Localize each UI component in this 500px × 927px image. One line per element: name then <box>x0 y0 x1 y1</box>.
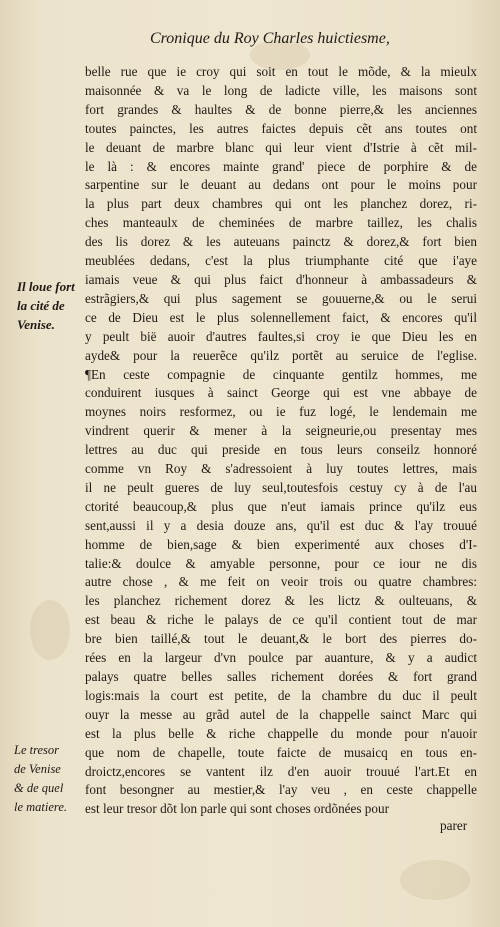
text-line: comme vn Roy & s'adressoient à luy toutes lettres, mais <box>85 461 477 477</box>
text-line: ce de Dieu est le plus solennellement faict, & encores qu'il <box>85 309 477 325</box>
margin-note-line: & de quel <box>14 781 64 795</box>
text-line: droictz,encores se vantent ilz d'en auoir trouué l'art.Et en <box>85 763 477 779</box>
text-line: la plus part deux chambres qui ont les planchez dorez, ri- <box>85 196 477 212</box>
text-line: est la plus belle & riche chappelle du monde pour n'auoir <box>85 725 477 741</box>
text-line: il ne peult gueres de luy seul,toutesfois cestuy cy à de l'au <box>85 479 477 495</box>
text-line: palays quatre belles salles richement dorées & fort grand <box>85 669 477 684</box>
text-line: lettres au duc qui preside en tous leurs conseilz honnoré <box>85 442 477 458</box>
text-line: ¶En ceste compagnie de cinquante gentilz hommes, me <box>85 366 477 382</box>
text-line: sent,aussi il y a desia douze ans, qu'il est duc & l'ay trouué <box>85 517 477 533</box>
text-line: ctorité beaucoup,& plus que n'eut iamais prince qu'ilz eus <box>85 498 477 514</box>
text-line: belle rue que ie croy qui soit en tout le mõde, & la mieulx <box>85 64 477 79</box>
text-line: est leur tresor dõt lon parle qui sont choses ordõnées pour <box>85 801 389 817</box>
text-line: y peult bië auoir d'autres faultes,si croy ie que Dieu les en <box>85 328 477 344</box>
text-line: moynes noirs resformez, ou ie fuz logé, le lendemain me <box>85 404 477 420</box>
text-line: fort grandes & haultes & de bonne pierre,& les anciennes <box>85 101 477 117</box>
text-line: des lis dorez & les auteuans painctz & dorez,& fort bien <box>85 234 477 250</box>
text-line: font besongner au mestier,& l'ay veu , en ceste chappelle <box>85 782 477 798</box>
margin-note-venice-praise <box>17 277 75 334</box>
text-line: est beau & riche le palays de ce qu'il contient tout de mar <box>85 612 477 628</box>
text-line: ches manteaulx de cheminées de marbre taillez, les chalis <box>85 215 477 231</box>
text-line: que nom de chapelle, toute faicte de musaicq en tous en- <box>85 744 477 760</box>
text-line: sarpentine sur le deuant au dedans ont pour le moins pour <box>85 177 477 193</box>
text-line: vindrent querir & mener à la seigneurie,ou presentay mes <box>85 423 477 439</box>
text-line: ayde& pour la reuerẽce qu'ilz portẽt au seruice de l'eglise. <box>85 347 477 363</box>
margin-note-line: Venise. <box>17 317 55 332</box>
text-line: homme de bien,sage & bien experimenté aux choses d'I- <box>85 536 477 552</box>
text-line: le deuant de marbre blanc qui leur vient d'Istrie à cẽt mil- <box>85 139 477 155</box>
text-line: ouyr la messe au grãd autel de la chappelle sainct Marc qui <box>85 706 477 722</box>
catchword: parer <box>440 818 468 833</box>
text-line: iamais veue & qui plus faict d'honneur à ambassadeurs & <box>85 271 477 287</box>
running-title: Cronique du Roy Charles huictiesme, <box>150 30 390 47</box>
foxing-stain <box>30 600 70 660</box>
margin-note-line: le matiere. <box>14 800 67 814</box>
text-line: conduirent iusques à sainct George qui est vne abbaye de <box>85 385 477 401</box>
text-line: autre chose , & me feit on veoir trois ou quatre chambres: <box>85 574 477 590</box>
text-line: toutes painctes, les autres faictes depuis cẽt ans toutes ont <box>85 120 477 136</box>
margin-note-line: de Venise <box>14 762 61 776</box>
text-line: bre bien taillé,& tout le deuant,& le bort des pierres do- <box>85 631 477 647</box>
text-line: rées en la largeur d'vn poulce par auanture, & y a audict <box>85 650 477 666</box>
text-line: estrãgiers,& qui plus sagement se gouuerne,& ou le serui <box>85 290 477 306</box>
text-line: meublées dedans, c'est la plus triumphante cité que i'aye <box>85 253 477 269</box>
margin-note-line: Le tresor <box>14 743 60 757</box>
text-line: le là : & encores mainte grand' piece de porphire & de <box>85 158 477 174</box>
text-line: logis:mais la court est petite, de la chambre du duc il peult <box>85 687 477 703</box>
text-line: les planchez richement dorez & les lictz & oulteuans, & <box>85 593 477 609</box>
margin-note-line: Il loue fort <box>17 279 75 294</box>
margin-note-line: la cité de <box>17 298 65 313</box>
body-text <box>85 63 477 819</box>
text-line: maisonnée & va le long de ladicte ville, les maisons sont <box>85 82 477 98</box>
margin-note-treasure <box>14 741 67 817</box>
text-line: talie:& doulce & amyable personne, pour ce iour ne dis <box>85 555 477 571</box>
foxing-stain <box>400 860 470 900</box>
